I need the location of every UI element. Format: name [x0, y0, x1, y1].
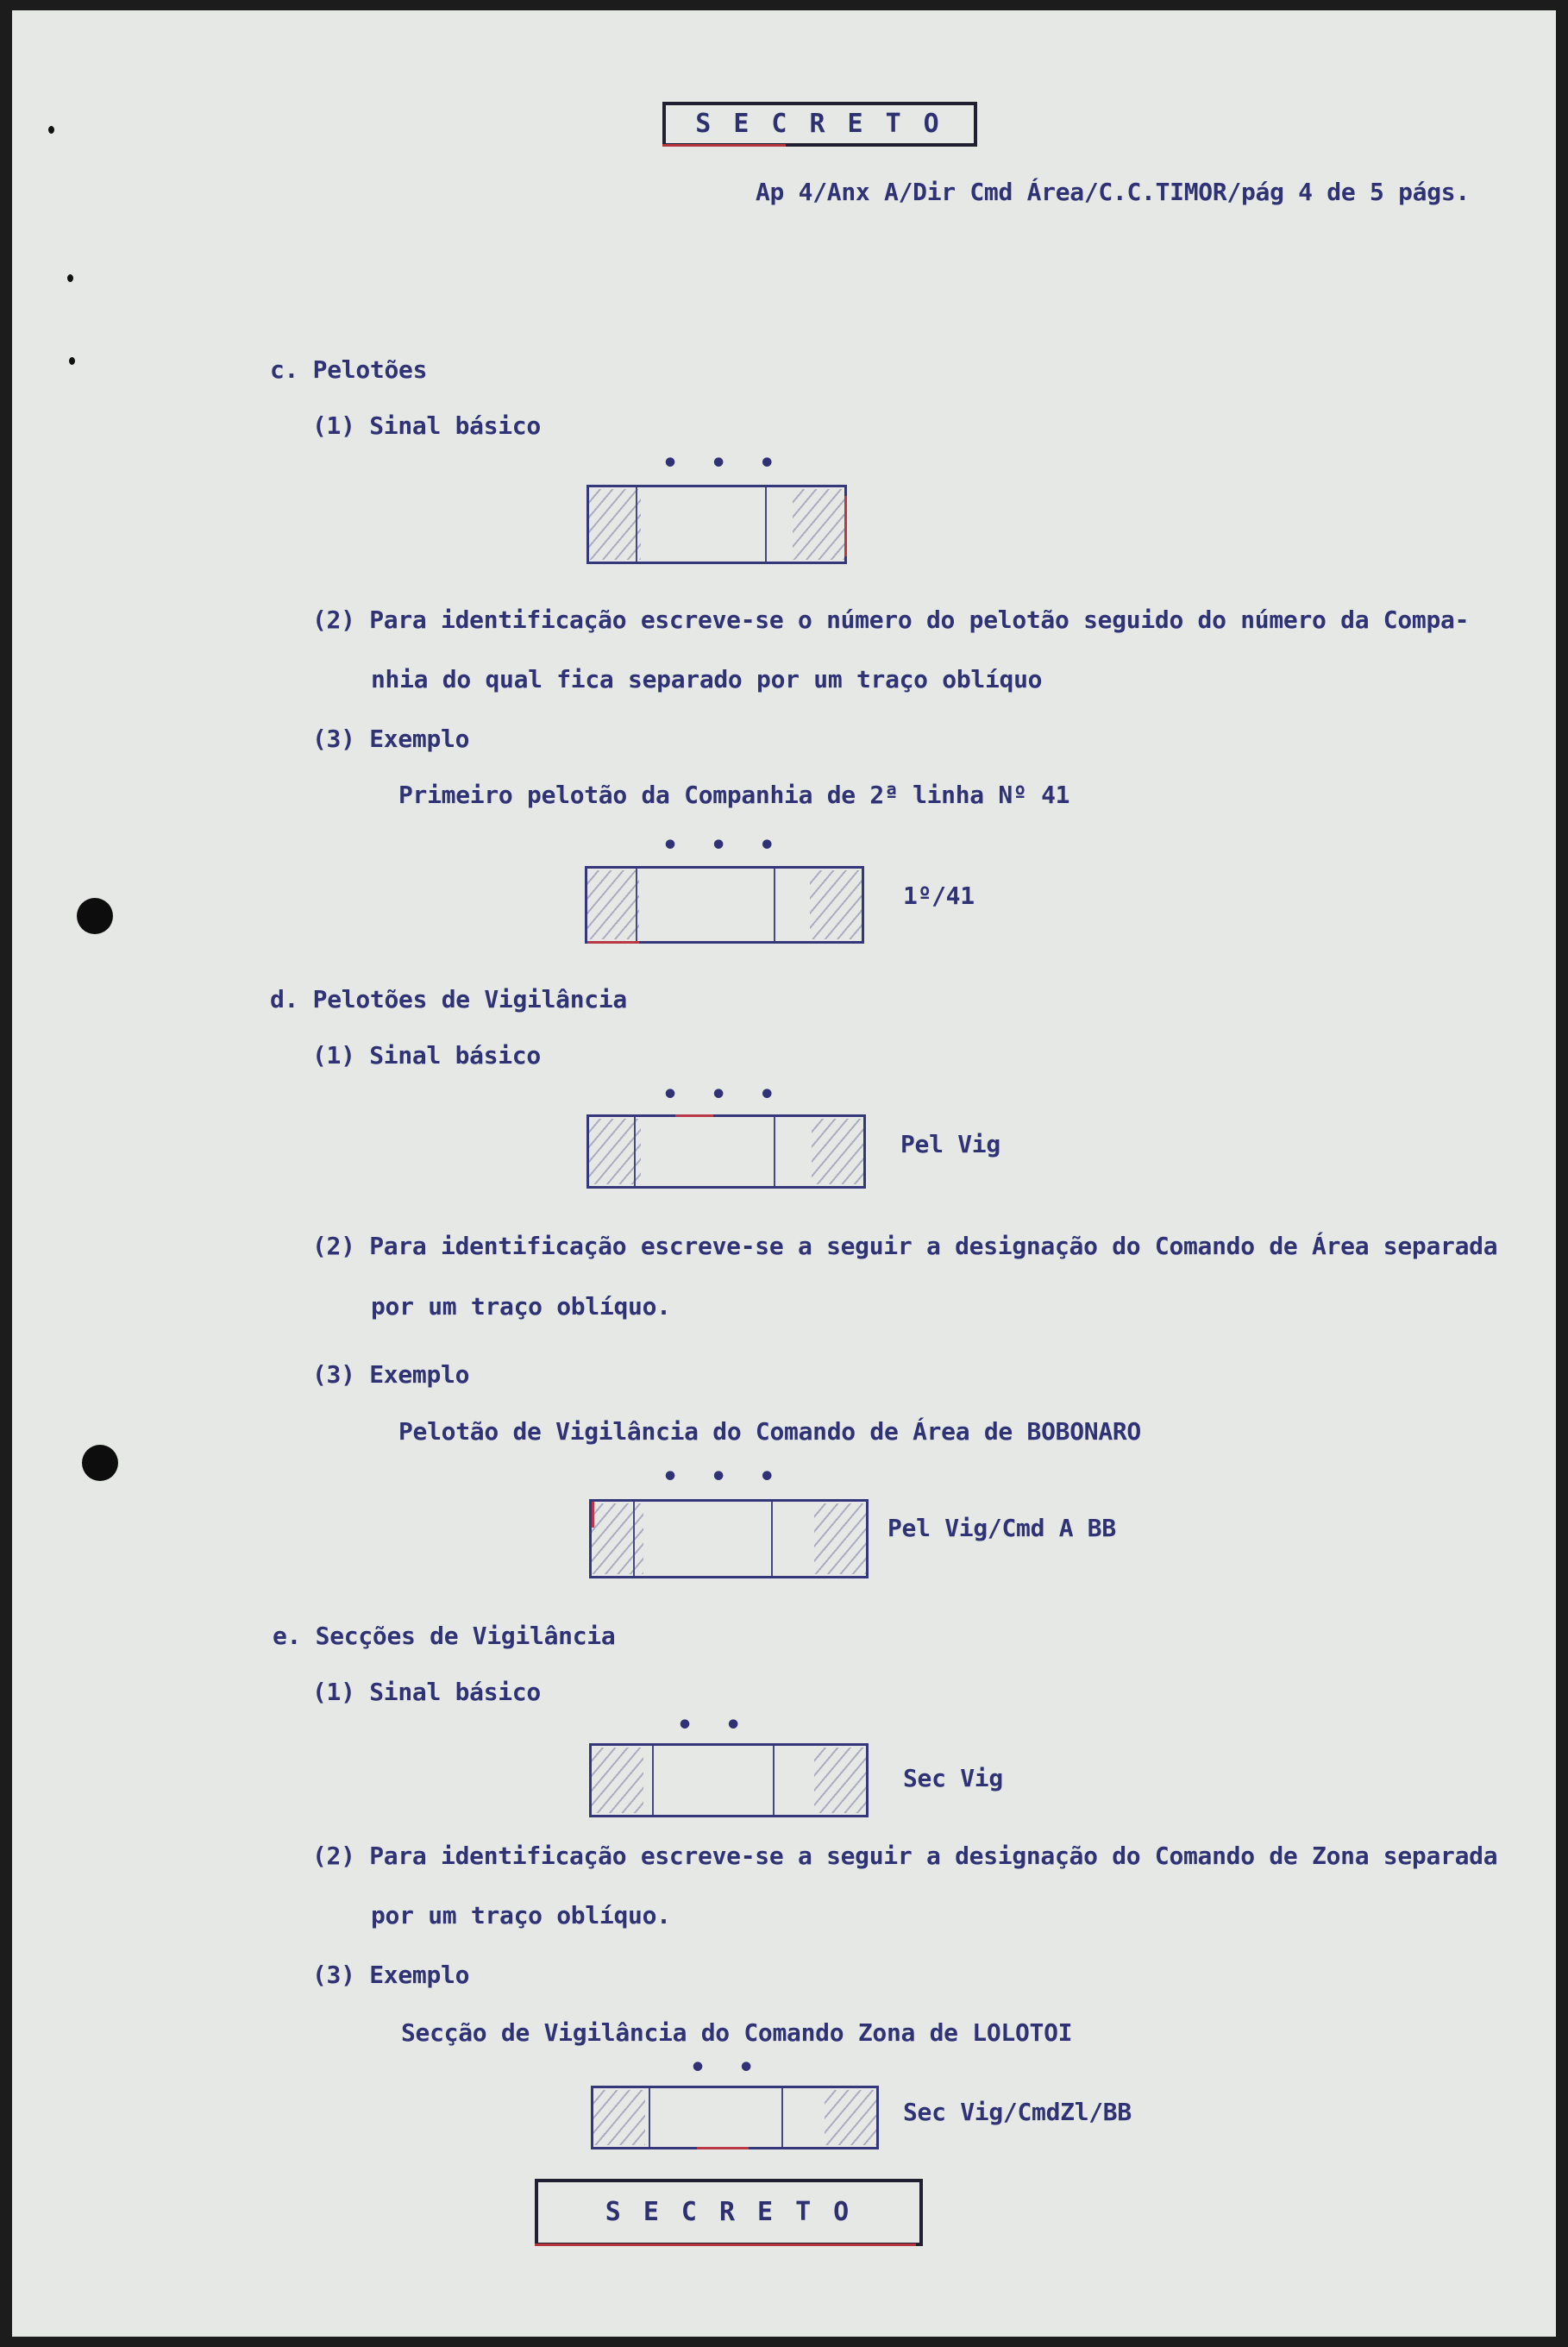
speck-mark	[48, 126, 54, 134]
stamp-text: SECRETO	[695, 109, 962, 139]
section-d-item2-line2: por um traço oblíquo.	[371, 1292, 671, 1321]
unit-symbol-basic-pel-vig	[586, 1114, 866, 1189]
section-e-example-label: Sec Vig/CmdZl/BB	[903, 2098, 1132, 2126]
punch-hole-icon	[82, 1445, 118, 1481]
classification-stamp-top	[662, 102, 977, 147]
classification-stamp-bottom	[535, 2179, 923, 2246]
section-e-item2-line1: (2) Para identificação escreve-se a seguir a designação do Comando de Zona separada	[312, 1842, 1498, 1870]
section-e-item1: (1) Sinal básico	[312, 1678, 541, 1706]
section-c-example-label: 1º/41	[903, 882, 975, 910]
section-e-basic-label: Sec Vig	[903, 1764, 1003, 1792]
unit-symbol-basic-sec-vig	[589, 1743, 869, 1817]
page-reference: Ap 4/Anx A/Dir Cmd Área/C.C.TIMOR/pág 4 de 5 págs.	[756, 178, 1470, 206]
section-c-item3: (3) Exemplo	[312, 725, 470, 753]
section-d-basic-label: Pel Vig	[900, 1130, 1000, 1158]
stamp-text: SECRETO	[605, 2197, 872, 2227]
section-e-item2-line2: por um traço oblíquo.	[371, 1901, 671, 1930]
section-c-item2-line2: nhia do qual fica separado por um traço oblíquo	[371, 665, 1043, 693]
section-e-item3: (3) Exemplo	[312, 1961, 470, 1989]
section-d-example-text: Pelotão de Vigilância do Comando de Área de BOBONARO	[398, 1417, 1141, 1446]
section-c-heading: c. Pelotões	[270, 355, 428, 384]
unit-symbol-example-pel-vig	[589, 1499, 869, 1578]
echelon-dots: • • •	[662, 1080, 784, 1110]
section-d-example-label: Pel Vig/Cmd A BB	[887, 1514, 1116, 1542]
section-d-item1: (1) Sinal básico	[312, 1041, 541, 1070]
section-d-item2-line1: (2) Para identificação escreve-se a seguir a designação do Comando de Área separada	[312, 1232, 1498, 1260]
section-c-example-text: Primeiro pelotão da Companhia de 2ª linha Nº 41	[398, 781, 1070, 809]
section-d-heading: d. Pelotões de Vigilância	[270, 985, 627, 1013]
section-e-heading: e. Secções de Vigilância	[273, 1622, 616, 1650]
section-e-example-text: Secção de Vigilância do Comando Zona de LOLOTOI	[401, 2018, 1073, 2047]
punch-hole-icon	[77, 898, 113, 934]
echelon-dots: • •	[677, 1710, 750, 1741]
echelon-dots: • • •	[662, 1462, 784, 1492]
unit-symbol-example-sec-vig	[591, 2086, 879, 2149]
echelon-dots: • • •	[662, 831, 784, 861]
unit-symbol-example-pelotao	[585, 866, 864, 944]
speck-mark	[69, 357, 75, 365]
echelon-dots: • • •	[662, 449, 784, 479]
speck-mark	[67, 274, 73, 282]
section-c-item2-line1: (2) Para identificação escreve-se o número do pelotão seguido do número da Compa-	[312, 606, 1470, 634]
section-d-item3: (3) Exemplo	[312, 1360, 470, 1389]
echelon-dots: • •	[690, 2053, 763, 2083]
section-c-item1: (1) Sinal básico	[312, 411, 541, 440]
unit-symbol-basic-pelotao	[586, 485, 847, 564]
